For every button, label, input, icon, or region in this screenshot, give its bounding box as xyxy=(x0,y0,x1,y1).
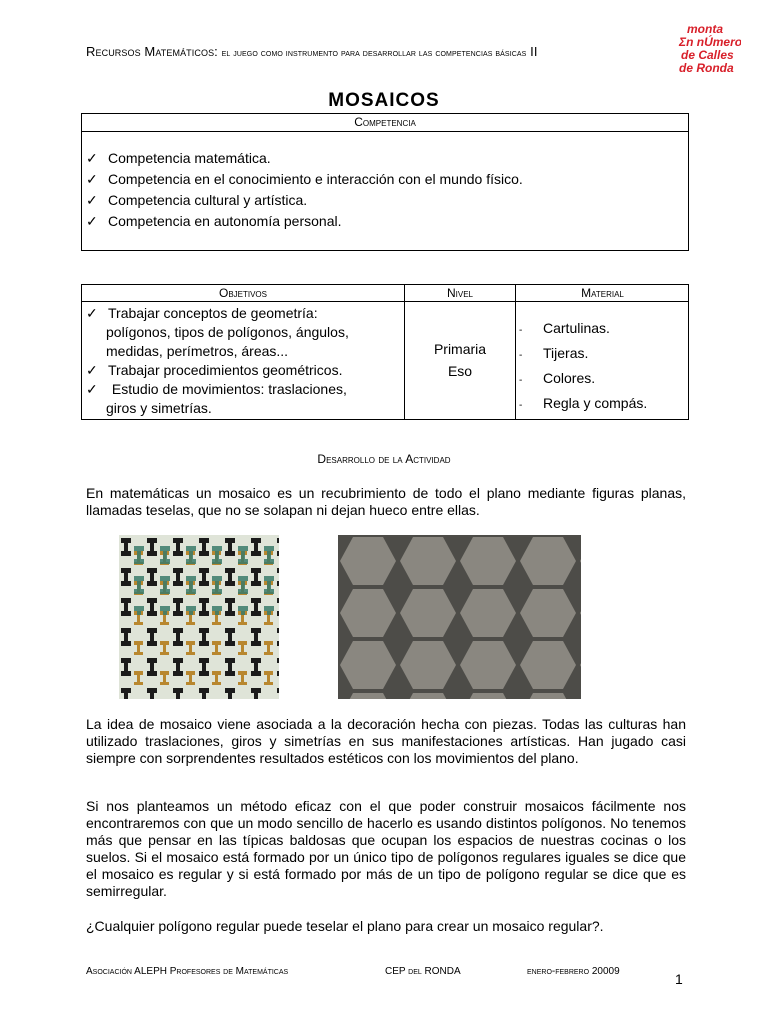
material-cell xyxy=(519,317,687,417)
header-suffix: II xyxy=(530,44,538,59)
list-item: ✓ Competencia en autonomía personal. xyxy=(86,211,523,232)
checkmark-icon: ✓ xyxy=(86,192,98,208)
competencia-box xyxy=(81,113,689,251)
page-number: 1 xyxy=(675,971,683,987)
page-title: MOSAICOS xyxy=(328,90,440,111)
checkmark-icon: ✓ xyxy=(86,171,98,187)
nivel-cell xyxy=(405,338,515,382)
list-item: - Colores. xyxy=(519,370,596,386)
list-item: ✓ Competencia cultural y artística. xyxy=(86,190,523,211)
objetivo-line: polígonos, tipos de polígonos, ángulos, xyxy=(106,324,349,340)
footer-association: Asociación ALEPH Profesores de Matemáticas xyxy=(86,966,289,977)
paragraph-4: ¿Cualquier polígono regular puede teselar el plano para crear un mosaico regular?. xyxy=(86,918,604,934)
hexagon-tiles-image xyxy=(338,535,581,699)
running-header xyxy=(86,44,538,59)
competencia-heading: Competencia xyxy=(82,114,688,132)
list-item: ✓ Estudio de movimientos: traslaciones, xyxy=(86,381,347,397)
checkmark-icon: ✓ xyxy=(86,150,98,166)
checkmark-icon: ✓ xyxy=(86,362,98,378)
paragraph-1: En matemáticas un mosaico es un recubrimiento de todo el plano mediante figuras planas, llamadas teselas, que no se solapan ni dejan hueco entre ellas. xyxy=(86,485,686,518)
checkmark-icon: ✓ xyxy=(86,213,98,229)
checkmark-icon: ✓ xyxy=(86,381,98,397)
header-rest: el juego como instrumento para desarrollar las competencias básicas xyxy=(221,48,527,59)
list-item: ✓ Competencia matemática. xyxy=(86,148,523,169)
logo-line-3: de Calles xyxy=(681,48,734,62)
list-item: - Regla y compás. xyxy=(519,395,648,411)
nivel-value: Primaria xyxy=(433,341,487,357)
desarrollo-heading: Desarrollo de la Actividad xyxy=(317,452,451,466)
objetivo-line: medidas, perímetros, áreas... xyxy=(106,343,289,359)
objetivos-table xyxy=(81,284,689,420)
logo-line-1: monta xyxy=(687,22,723,36)
checkmark-icon: ✓ xyxy=(86,305,98,321)
header-objetivos: Objetivos xyxy=(82,285,404,302)
list-item: ✓ Trabajar conceptos de geometría: xyxy=(86,305,318,321)
paragraph-2: La idea de mosaico viene asociada a la decoración hecha con piezas. Todas las culturas han utilizado traslaciones, giros y simetrías en sus manifestaciones artísticas. Han jugado casi siempre con sorprendentes resultados estéticos con los movimientos del plano. xyxy=(86,716,686,766)
paragraph-3: Si nos planteamos un método eficaz con el que poder construir mosaicos fácilmente nos encontraremos con que un modo sencillo de hacerlo es usando distintos polígonos. No tenemos más que pensar en las típicas baldosas que ocupan los espacios de nuestras cocinas o los suelos. Si el mosaico está formado por un único tipo de polígonos regulares iguales se dice que el mosaico es regular y si está formado por más de un tipo de polígono regular se dice que es semirregular. xyxy=(86,798,686,899)
footer-date: enero-febrero 20009 xyxy=(527,966,620,977)
list-item: - Tijeras. xyxy=(519,345,589,361)
logo xyxy=(677,22,741,76)
objetivo-line: giros y simetrías. xyxy=(106,400,212,416)
header-material: Material xyxy=(516,285,689,302)
header-nivel: Nivel xyxy=(405,285,515,302)
header-prefix: Recursos Matemáticos: xyxy=(86,44,218,59)
nivel-value: Eso xyxy=(447,363,473,379)
column-divider xyxy=(515,285,516,419)
list-item: - Cartulinas. xyxy=(519,320,610,336)
footer-cep: CEP del RONDA xyxy=(385,966,461,977)
logo-line-2: Σn nÚmero xyxy=(679,35,741,49)
logo-line-4: de Ronda xyxy=(679,61,734,75)
tile-mosaic-image xyxy=(119,535,279,699)
list-item: ✓ Competencia en el conocimiento e interacción con el mundo físico. xyxy=(86,169,523,190)
list-item: ✓ Trabajar procedimientos geométricos. xyxy=(86,362,343,378)
competencia-list xyxy=(86,148,523,232)
objetivos-cell xyxy=(86,304,402,418)
